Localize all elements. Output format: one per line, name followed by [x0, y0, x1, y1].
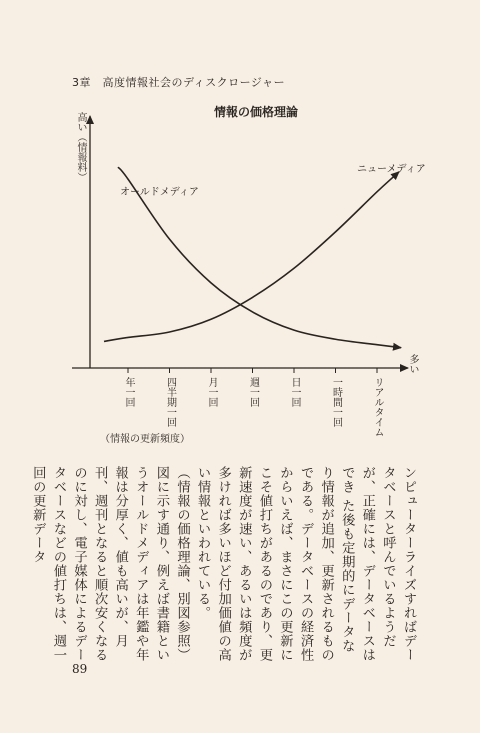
x-axis-high-label: 多い — [407, 354, 418, 374]
new-media-label: ニューメディア — [357, 164, 426, 175]
page-number: 89 — [72, 662, 88, 676]
x-tick-label: リアルタイム — [372, 377, 383, 437]
x-tick-label: 月一回 — [206, 377, 217, 407]
x-tick-label: 週一回 — [247, 377, 259, 407]
x-tick-label: 日一回 — [289, 377, 300, 407]
paragraph: ンピューターライズすればデータベースと呼んでいるようだが、正確には、データベースはでき た後も定期的にデータなり情報が追加、更新されるものである。データベースの経済性からいえば、まさにこの更新にこそ値打ちがあるのであり、更新速度が速い、あるいは頻度が多ければ多いほど付加価値の高い情報といわれている。 — [195, 466, 416, 662]
old-media-label: オールドメディア — [120, 187, 199, 198]
x-axis-caption: （情報の更新頻度） — [100, 434, 190, 445]
x-tick-label: 年一回 — [123, 377, 134, 407]
x-tick-label: 四半期一回 — [164, 377, 176, 427]
y-axis-label: 高い（情報料） — [75, 112, 86, 182]
chart-title: 情報の価格理論 — [214, 105, 299, 119]
body-text — [27, 466, 418, 666]
x-tick-label: 一時間一回 — [330, 377, 342, 427]
paragraph: （情報の価格理論、別図参照）図に示す通り、例えば書籍というオールドメディアは年鑑や年報は分厚く、値も高いが、月刊、週刊となると順次安くなるのに対し、電子媒体によるデータベースなどの値打ちは、週一回の更新データ — [30, 466, 190, 662]
running-header: 3章 高度情報社会のディスクロージャー — [72, 76, 286, 89]
